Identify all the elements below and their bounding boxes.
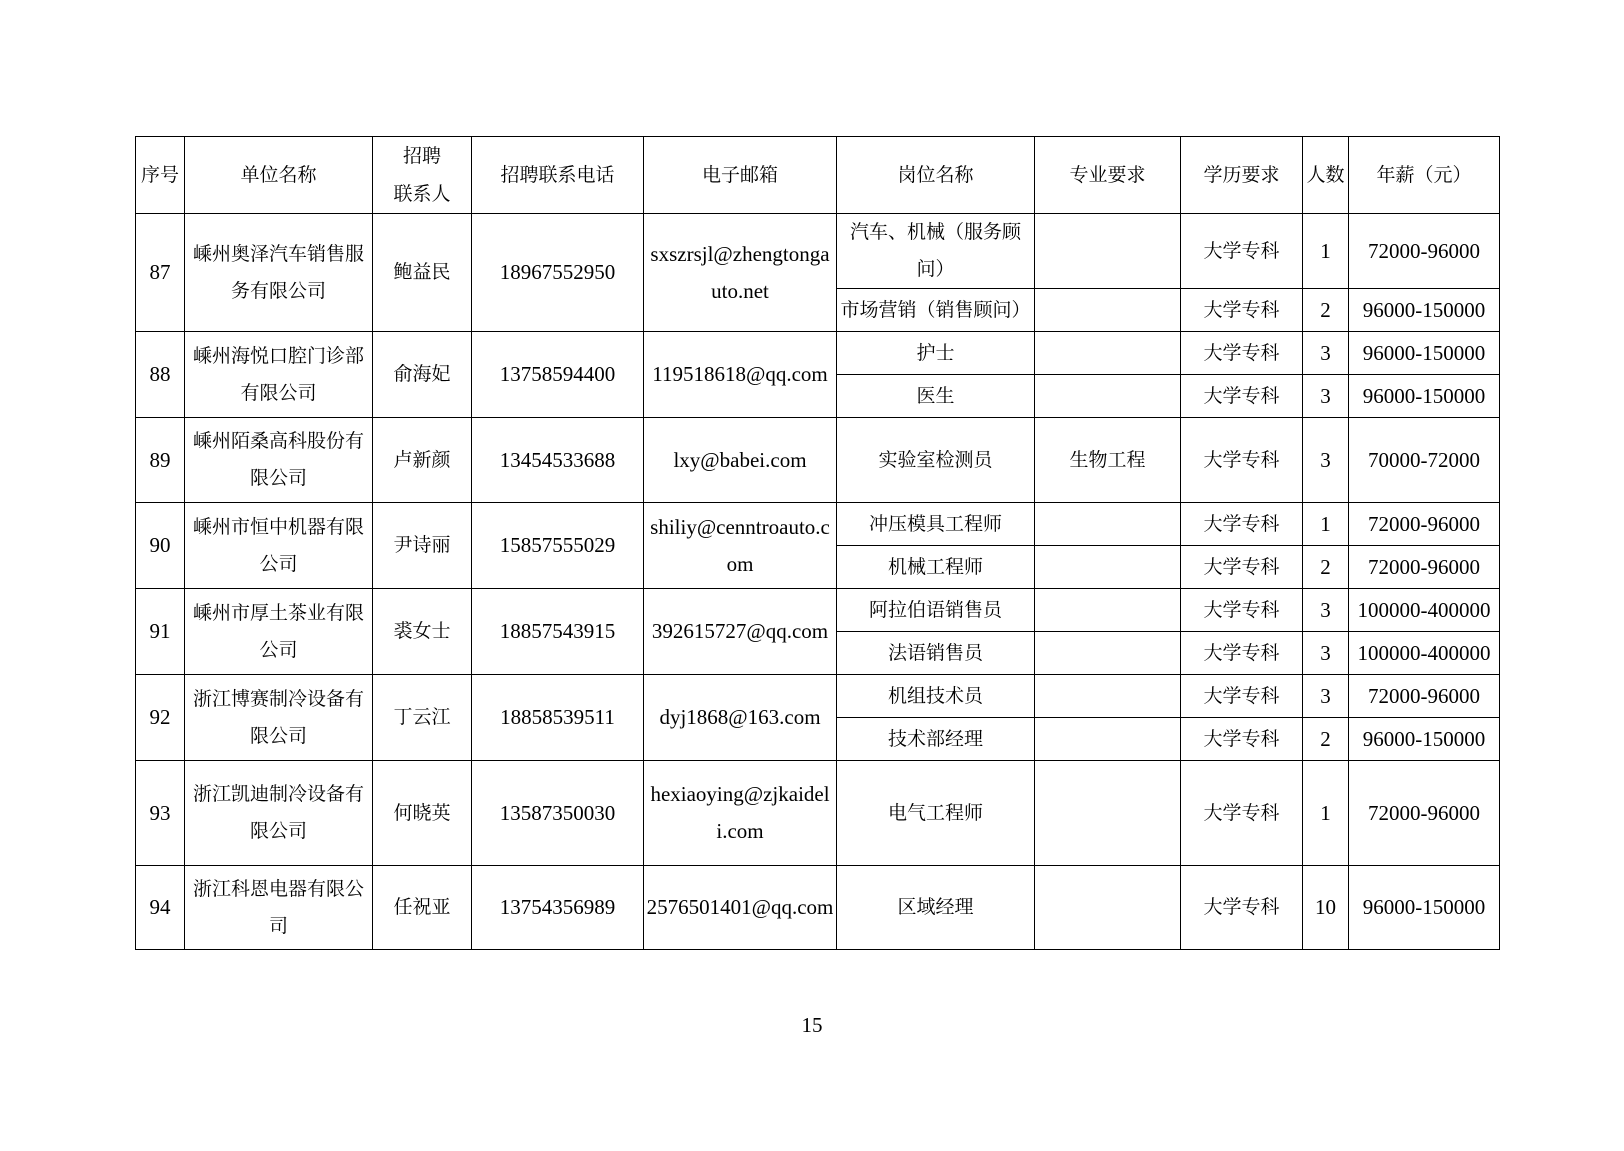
education-cell: 大学专科 — [1181, 418, 1303, 503]
email-cell: 119518618@qq.com — [644, 332, 837, 418]
header-salary: 年薪（元） — [1349, 137, 1500, 214]
company-cell: 嵊州奥泽汽车销售服务有限公司 — [185, 214, 373, 332]
education-cell: 大学专科 — [1181, 503, 1303, 546]
major-cell — [1035, 589, 1181, 632]
position-cell: 汽车、机械（服务顾问） — [837, 214, 1035, 289]
phone-cell: 18858539511 — [472, 675, 644, 761]
count-cell: 1 — [1303, 761, 1349, 866]
education-cell: 大学专科 — [1181, 866, 1303, 950]
salary-cell: 100000-400000 — [1349, 632, 1500, 675]
position-cell: 护士 — [837, 332, 1035, 375]
count-cell: 3 — [1303, 332, 1349, 375]
contact-cell: 卢新颜 — [373, 418, 472, 503]
position-cell: 机械工程师 — [837, 546, 1035, 589]
count-cell: 3 — [1303, 632, 1349, 675]
phone-cell: 18857543915 — [472, 589, 644, 675]
contact-cell: 鲍益民 — [373, 214, 472, 332]
salary-cell: 72000-96000 — [1349, 546, 1500, 589]
email-cell: shiliy@cenntroauto.com — [644, 503, 837, 589]
page-number: 15 — [801, 1013, 823, 1037]
major-cell — [1035, 632, 1181, 675]
header-contact-line1: 招聘 — [402, 145, 441, 167]
count-cell: 1 — [1303, 214, 1349, 289]
salary-cell: 72000-96000 — [1349, 761, 1500, 866]
phone-cell: 13754356989 — [472, 866, 644, 950]
seq-cell: 87 — [136, 214, 185, 332]
position-cell: 机组技术员 — [837, 675, 1035, 718]
position-cell: 市场营销（销售顾问） — [837, 289, 1035, 332]
position-cell: 冲压模具工程师 — [837, 503, 1035, 546]
position-cell: 法语销售员 — [837, 632, 1035, 675]
major-cell — [1035, 761, 1181, 866]
header-seq: 序号 — [136, 137, 185, 214]
major-cell — [1035, 375, 1181, 418]
email-cell: 392615727@qq.com — [644, 589, 837, 675]
table-row — [136, 675, 1500, 718]
major-cell — [1035, 675, 1181, 718]
salary-cell: 96000-150000 — [1349, 718, 1500, 761]
company-cell: 浙江科恩电器有限公司 — [185, 866, 373, 950]
count-cell: 3 — [1303, 589, 1349, 632]
header-contact-line2: 联系人 — [393, 183, 451, 205]
header-row — [136, 137, 1500, 214]
header-education: 学历要求 — [1181, 137, 1303, 214]
count-cell: 10 — [1303, 866, 1349, 950]
education-cell: 大学专科 — [1181, 375, 1303, 418]
company-cell: 浙江博赛制冷设备有限公司 — [185, 675, 373, 761]
position-cell: 电气工程师 — [837, 761, 1035, 866]
email-cell: lxy@babei.com — [644, 418, 837, 503]
header-major: 专业要求 — [1035, 137, 1181, 214]
salary-cell: 72000-96000 — [1349, 214, 1500, 289]
education-cell: 大学专科 — [1181, 632, 1303, 675]
education-cell: 大学专科 — [1181, 675, 1303, 718]
major-cell — [1035, 503, 1181, 546]
count-cell: 3 — [1303, 418, 1349, 503]
contact-cell: 裘女士 — [373, 589, 472, 675]
table-row — [136, 214, 1500, 289]
education-cell: 大学专科 — [1181, 718, 1303, 761]
contact-cell: 丁云江 — [373, 675, 472, 761]
email-cell: dyj1868@163.com — [644, 675, 837, 761]
contact-cell: 尹诗丽 — [373, 503, 472, 589]
email-cell: hexiaoying@zjkaideli.com — [644, 761, 837, 866]
email-cell: 2576501401@qq.com — [644, 866, 837, 950]
education-cell: 大学专科 — [1181, 589, 1303, 632]
contact-cell: 俞海妃 — [373, 332, 472, 418]
table-row — [136, 866, 1500, 950]
contact-cell: 何晓英 — [373, 761, 472, 866]
education-cell: 大学专科 — [1181, 289, 1303, 332]
seq-cell: 90 — [136, 503, 185, 589]
salary-cell: 96000-150000 — [1349, 866, 1500, 950]
phone-cell: 13758594400 — [472, 332, 644, 418]
salary-cell: 100000-400000 — [1349, 589, 1500, 632]
recruitment-table — [135, 136, 1500, 950]
count-cell: 3 — [1303, 675, 1349, 718]
education-cell: 大学专科 — [1181, 761, 1303, 866]
count-cell: 3 — [1303, 375, 1349, 418]
salary-cell: 70000-72000 — [1349, 418, 1500, 503]
phone-cell: 13587350030 — [472, 761, 644, 866]
header-phone: 招聘联系电话 — [472, 137, 644, 214]
major-cell: 生物工程 — [1035, 418, 1181, 503]
position-cell: 技术部经理 — [837, 718, 1035, 761]
major-cell — [1035, 546, 1181, 589]
table-row — [136, 503, 1500, 546]
salary-cell: 96000-150000 — [1349, 289, 1500, 332]
table-row — [136, 418, 1500, 503]
count-cell: 2 — [1303, 546, 1349, 589]
table-row — [136, 761, 1500, 866]
table-row — [136, 589, 1500, 632]
major-cell — [1035, 332, 1181, 375]
education-cell: 大学专科 — [1181, 546, 1303, 589]
seq-cell: 91 — [136, 589, 185, 675]
education-cell: 大学专科 — [1181, 332, 1303, 375]
major-cell — [1035, 214, 1181, 289]
header-position: 岗位名称 — [837, 137, 1035, 214]
header-contact — [373, 137, 472, 214]
count-cell: 2 — [1303, 289, 1349, 332]
table-body — [136, 214, 1500, 950]
seq-cell: 93 — [136, 761, 185, 866]
company-cell: 嵊州海悦口腔门诊部有限公司 — [185, 332, 373, 418]
salary-cell: 96000-150000 — [1349, 375, 1500, 418]
table-row — [136, 332, 1500, 375]
company-cell: 嵊州市恒中机器有限公司 — [185, 503, 373, 589]
count-cell: 1 — [1303, 503, 1349, 546]
major-cell — [1035, 718, 1181, 761]
phone-cell: 18967552950 — [472, 214, 644, 332]
seq-cell: 88 — [136, 332, 185, 418]
table-header — [136, 137, 1500, 214]
major-cell — [1035, 289, 1181, 332]
header-email: 电子邮箱 — [644, 137, 837, 214]
seq-cell: 92 — [136, 675, 185, 761]
education-cell: 大学专科 — [1181, 214, 1303, 289]
position-cell: 阿拉伯语销售员 — [837, 589, 1035, 632]
salary-cell: 72000-96000 — [1349, 675, 1500, 718]
seq-cell: 89 — [136, 418, 185, 503]
salary-cell: 96000-150000 — [1349, 332, 1500, 375]
email-cell: sxszrsjl@zhengtongauto.net — [644, 214, 837, 332]
phone-cell: 13454533688 — [472, 418, 644, 503]
position-cell: 区域经理 — [837, 866, 1035, 950]
company-cell: 浙江凯迪制冷设备有限公司 — [185, 761, 373, 866]
header-count: 人数 — [1303, 137, 1349, 214]
company-cell: 嵊州陌桑高科股份有限公司 — [185, 418, 373, 503]
phone-cell: 15857555029 — [472, 503, 644, 589]
position-cell: 医生 — [837, 375, 1035, 418]
major-cell — [1035, 866, 1181, 950]
header-company: 单位名称 — [185, 137, 373, 214]
position-cell: 实验室检测员 — [837, 418, 1035, 503]
count-cell: 2 — [1303, 718, 1349, 761]
salary-cell: 72000-96000 — [1349, 503, 1500, 546]
seq-cell: 94 — [136, 866, 185, 950]
contact-cell: 任祝亚 — [373, 866, 472, 950]
company-cell: 嵊州市厚土茶业有限公司 — [185, 589, 373, 675]
